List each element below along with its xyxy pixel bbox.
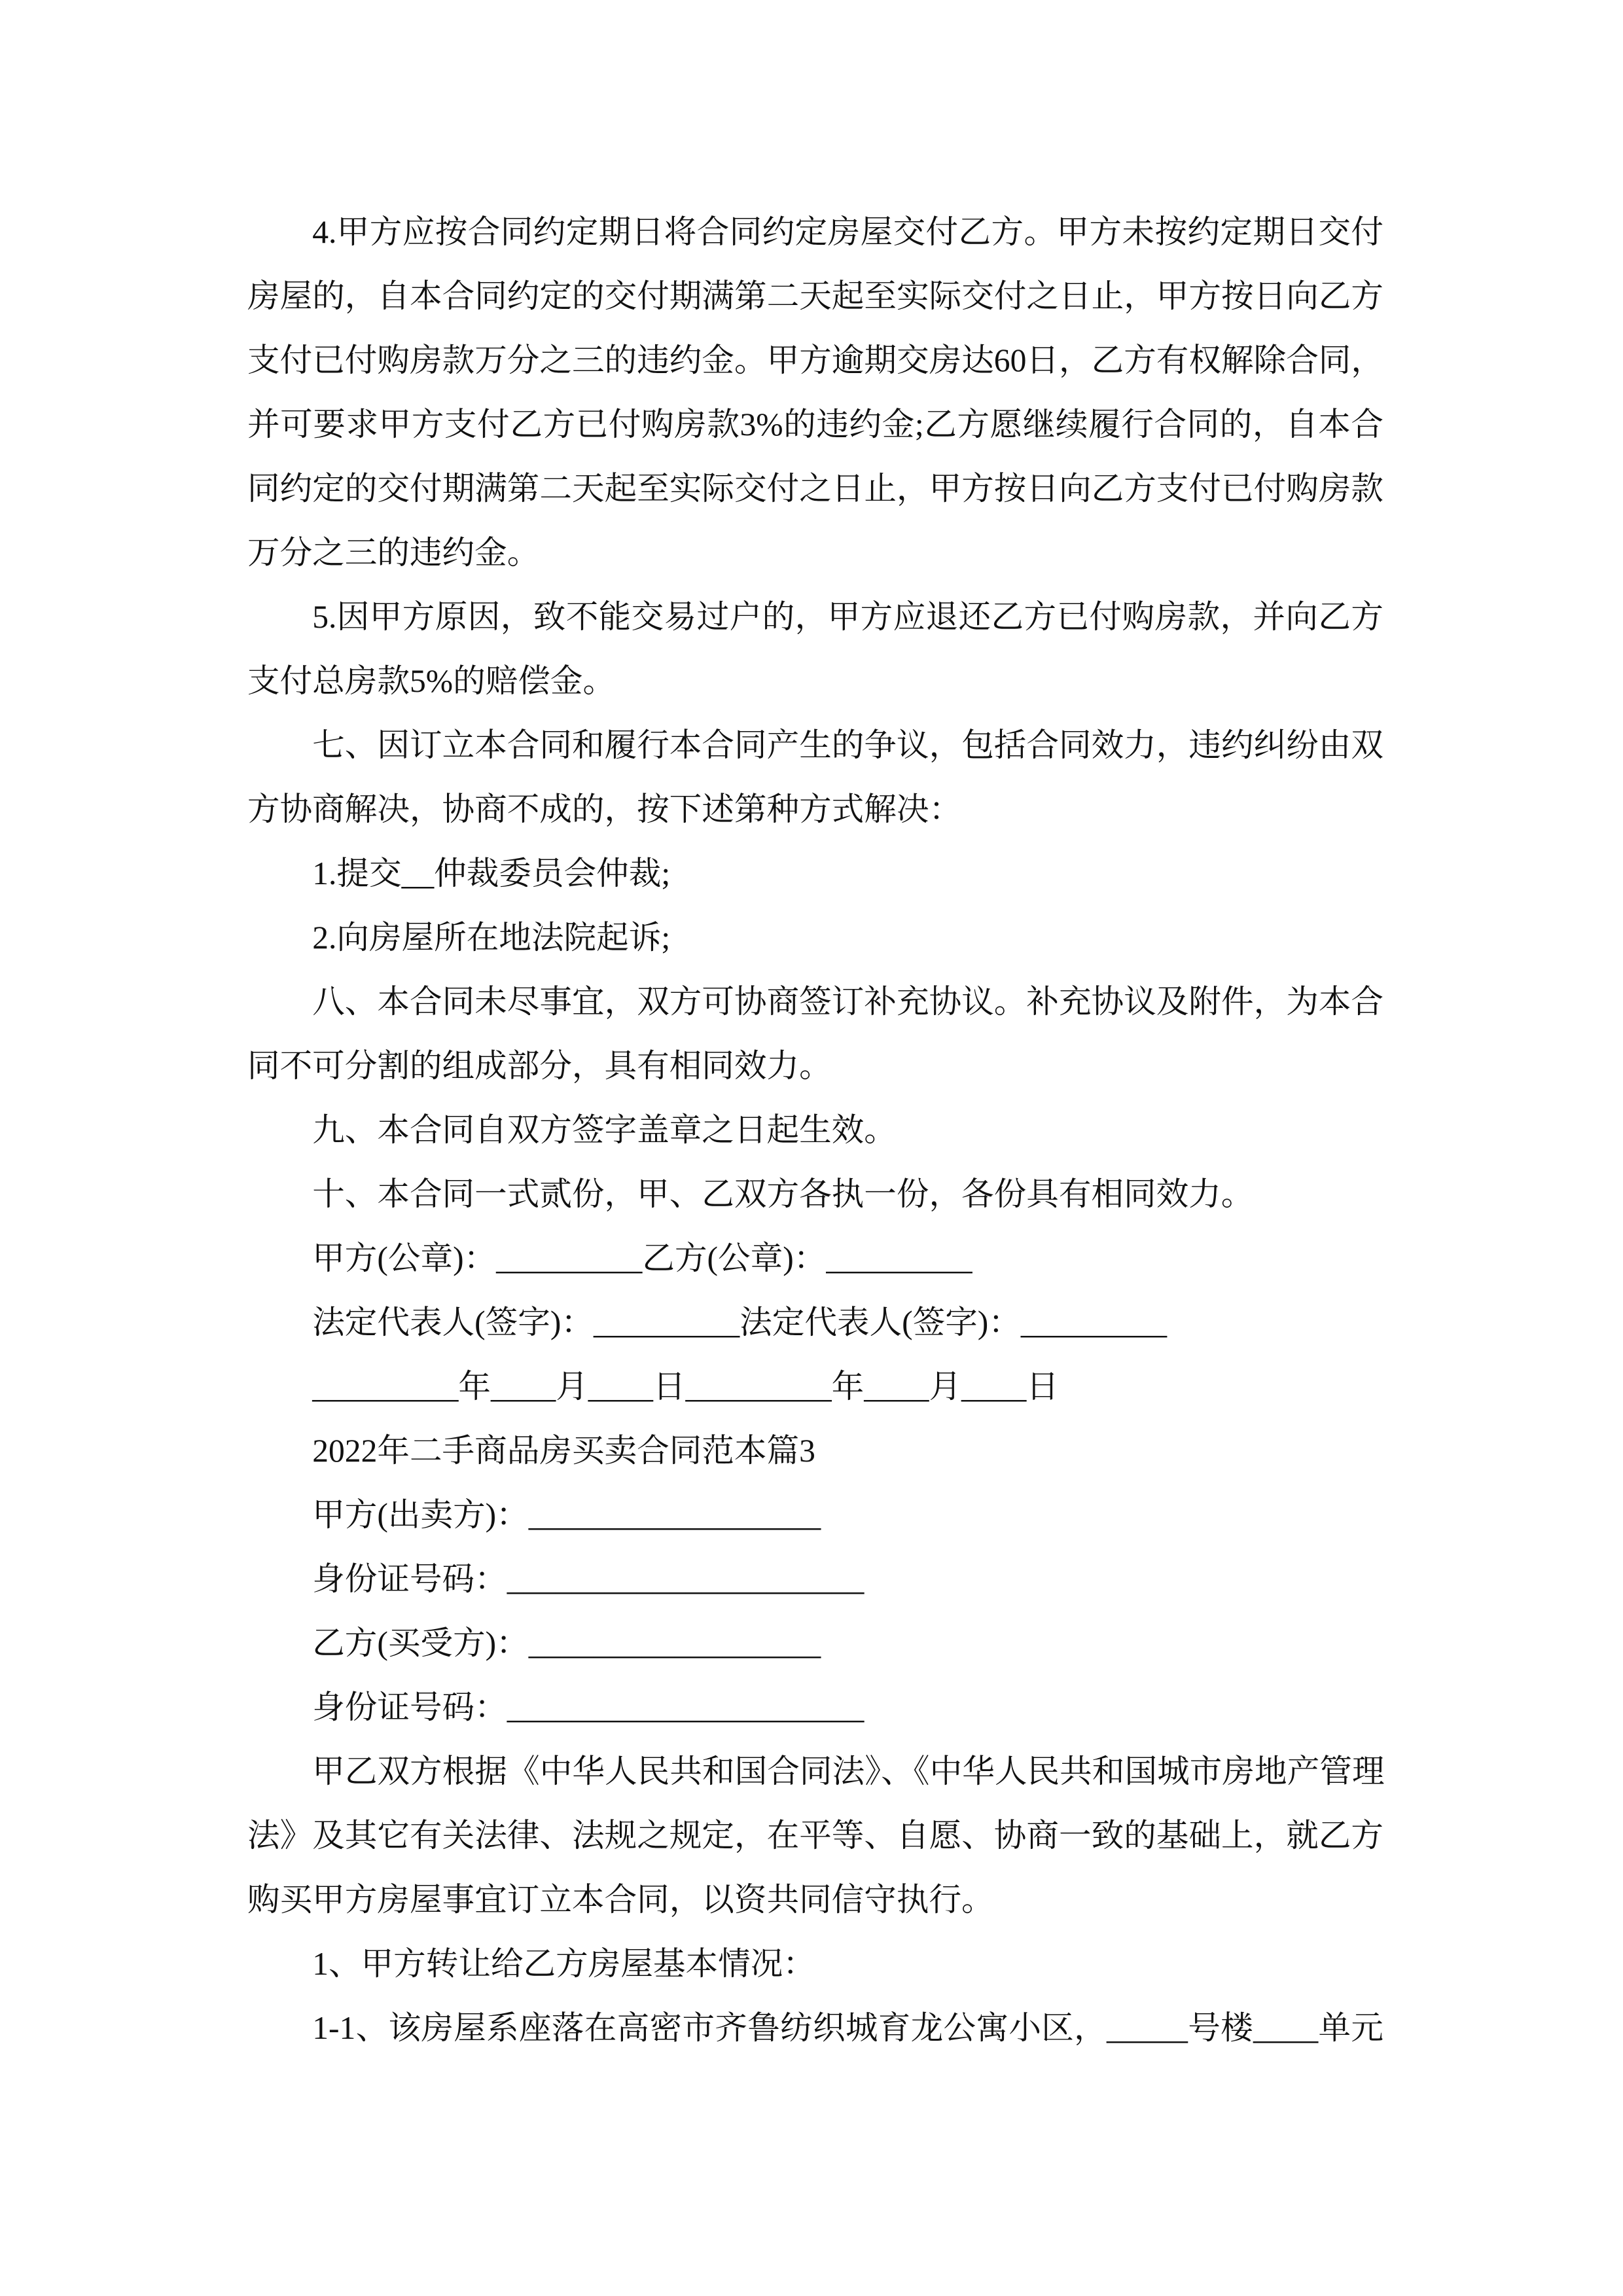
text-line: 购买甲方房屋事宜订立本合同，以资共同信守执行。: [247, 1882, 994, 1918]
text-line: 支付已付购房款万分之三的违约金。甲方逾期交房达60日，乙方有权解除合同，: [247, 342, 1383, 378]
article-10-copies: 十、本合同一式贰份，甲、乙双方各执一份，各份具有相同效力。: [312, 1176, 1254, 1212]
section-1-heading: 1、甲方转让给乙方房屋基本情况：: [312, 1946, 815, 1982]
dispute-option-lawsuit: 2.向房屋所在地法院起诉;: [312, 920, 671, 956]
text-line: 甲乙双方根据《中华人民共和国合同法》、《中华人民共和国城市房地产管理: [312, 1753, 1383, 1789]
document-body: [247, 200, 1383, 2060]
article-9-effective-date: 九、本合同自双方签字盖章之日起生效。: [312, 1112, 897, 1148]
text-line: 并可要求甲方支付乙方已付购房款3%的违约金;乙方愿继续履行合同的，自本合: [247, 406, 1383, 442]
seal-line: 甲方(公章)：_________乙方(公章)：_________: [312, 1240, 972, 1276]
party-b-line: 乙方(买受方)：__________________: [312, 1625, 821, 1661]
article-7-dispute-resolution: [247, 713, 1383, 842]
text-line: 同不可分割的组成部分，具有相同效力。: [247, 1048, 832, 1084]
text-line: 房屋的，自本合同约定的交付期满第二天起至实际交付之日止，甲方按日向乙方: [247, 278, 1383, 314]
clause-1-1-location: 1-1、该房屋系座落在高密市齐鲁纺织城育龙公寓小区，_____号楼____单元: [312, 2010, 1383, 2046]
text-line: 法》及其它有关法律、法规之规定，在平等、自愿、协商一致的基础上，就乙方: [247, 1818, 1383, 1854]
party-a-id-line: 身份证号码：______________________: [312, 1561, 865, 1597]
text-line: 5.因甲方原因，致不能交易过户的，甲方应退还乙方已付购房款，并向乙方: [312, 599, 1383, 635]
article-8-supplementary-agreement: [247, 970, 1383, 1098]
text-line: 支付总房款5%的赔偿金。: [247, 663, 616, 699]
signature-block: [247, 1227, 1383, 1419]
signature-date-line: _________年____月____日_________年____月____日: [312, 1369, 1059, 1405]
clause-4-late-delivery: [247, 200, 1383, 585]
contract-3-parties: [247, 1483, 1383, 1740]
contract-3-title: 2022年二手商品房买卖合同范本篇3: [312, 1433, 815, 1469]
contract-3-preamble: [247, 1740, 1383, 1932]
text-line: 八、本合同未尽事宜，双方可协商签订补充协议。补充协议及附件，为本合: [312, 984, 1383, 1020]
text-line: 同约定的交付期满第二天起至实际交付之日止，甲方按日向乙方支付已付购房款: [247, 471, 1383, 507]
party-a-line: 甲方(出卖方)：__________________: [312, 1497, 821, 1533]
representative-signature-line: 法定代表人(签字)：_________法定代表人(签字)：_________: [312, 1304, 1168, 1340]
text-line: 七、因订立本合同和履行本合同产生的争议，包括合同效力，违约纠纷由双: [312, 727, 1383, 763]
text-line: 万分之三的违约金。: [247, 535, 540, 571]
text-line: 方协商解决，协商不成的，按下述第种方式解决：: [247, 791, 962, 827]
clause-5-transfer-failure: [247, 585, 1383, 713]
text-line: 4.甲方应按合同约定期日将合同约定房屋交付乙方。甲方未按约定期日交付: [312, 214, 1383, 250]
party-b-id-line: 身份证号码：______________________: [312, 1689, 865, 1725]
dispute-option-arbitration: 1.提交__仲裁委员会仲裁;: [312, 855, 671, 891]
